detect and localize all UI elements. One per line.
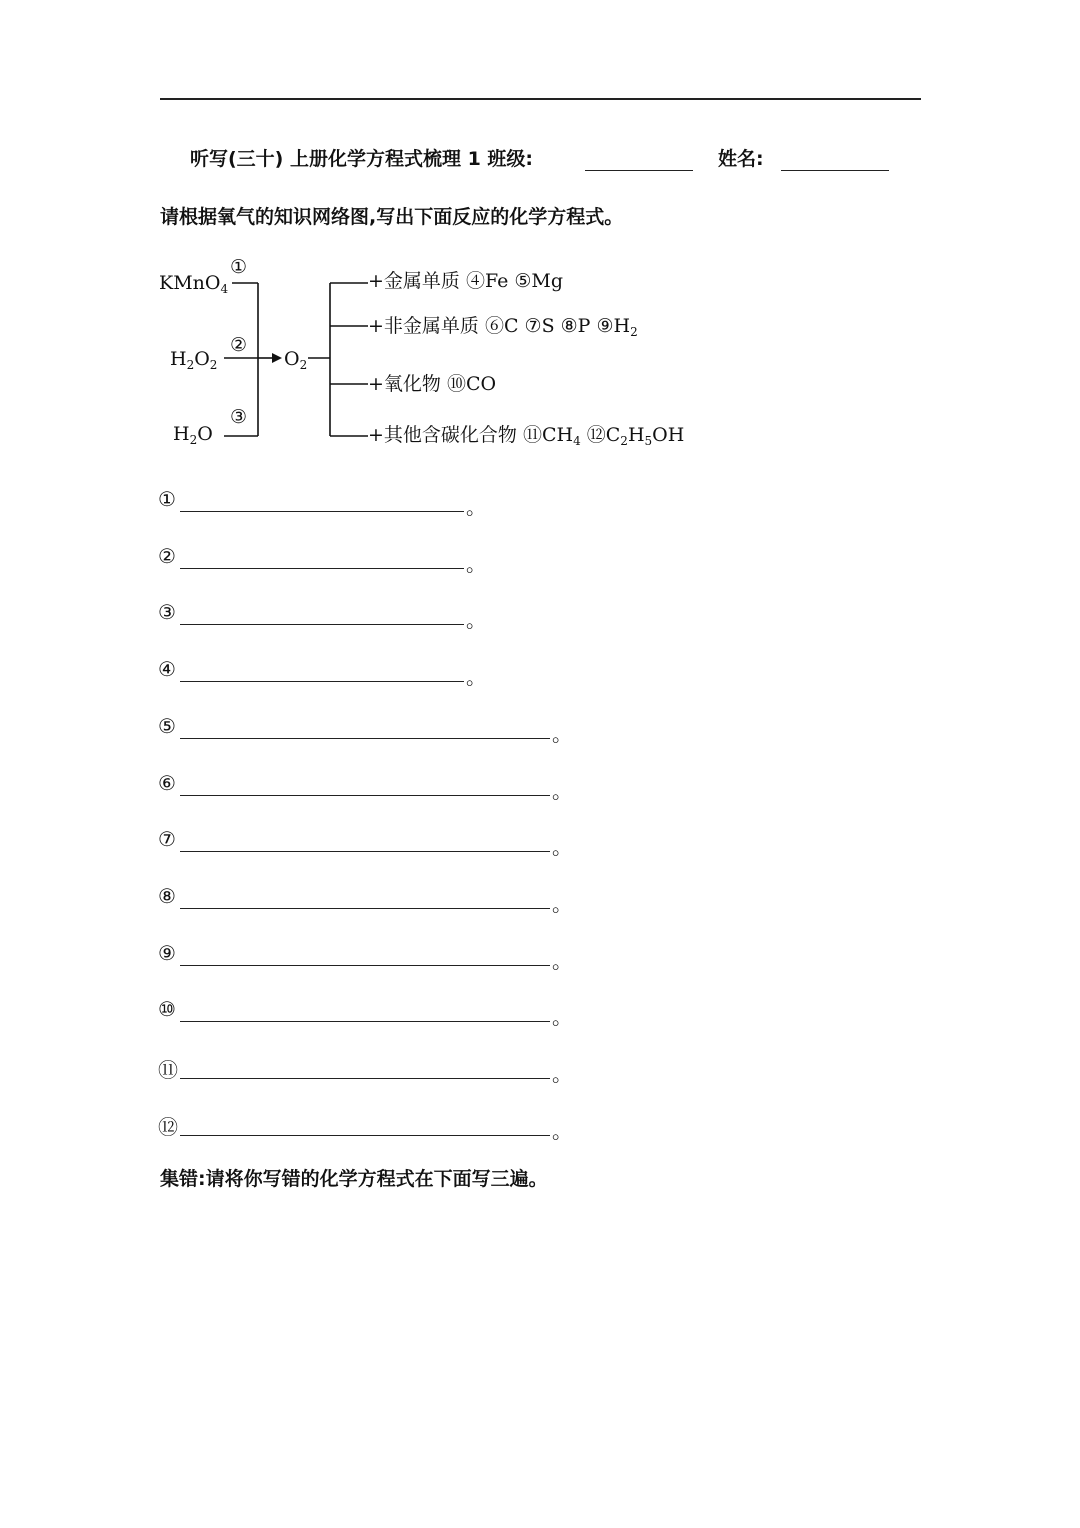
answer-number: ⑩ — [158, 997, 176, 1022]
answer-period: 。 — [552, 1062, 572, 1086]
answer-period: 。 — [552, 835, 572, 860]
reaction-num-2: ② — [230, 334, 248, 356]
answer-blank[interactable] — [180, 908, 550, 909]
worksheet-title — [190, 144, 533, 171]
answer-blank[interactable] — [180, 965, 550, 966]
answer-period: 。 — [552, 948, 572, 973]
branch-metal: +金属单质 ④Fe ⑤Mg — [368, 270, 564, 292]
answer-number: ⑤ — [158, 713, 176, 738]
name-label-wrap — [718, 144, 764, 171]
answer-blank[interactable] — [180, 624, 464, 625]
answer-period: 。 — [552, 778, 572, 803]
answer-number: ③ — [158, 600, 176, 625]
answer-blank[interactable] — [180, 1135, 550, 1136]
answer-blank[interactable] — [180, 511, 464, 512]
class-blank[interactable] — [585, 170, 693, 171]
answer-number: ⑧ — [158, 883, 176, 908]
arrow-head — [272, 353, 282, 363]
answer-blank[interactable] — [180, 568, 464, 569]
answer-blank[interactable] — [180, 1078, 550, 1079]
answer-period: 。 — [552, 891, 572, 916]
top-rule — [160, 98, 921, 100]
title-text: 听写(三十) 上册化学方程式梳理 1 班级: — [190, 148, 534, 170]
answer-number: ⑨ — [158, 940, 176, 965]
answer-period: 。 — [466, 551, 486, 576]
name-label: 姓名: — [718, 148, 764, 170]
answer-period: 。 — [466, 665, 486, 690]
answer-period: 。 — [552, 1005, 572, 1030]
answer-blank[interactable] — [180, 738, 550, 739]
answer-number: ⑪ — [158, 1058, 178, 1082]
answer-number: ⑦ — [158, 827, 176, 852]
reaction-num-3: ③ — [230, 406, 248, 428]
answer-blank[interactable] — [180, 681, 464, 682]
branch-oxide: +氧化物 ⑩CO — [368, 373, 497, 395]
answer-period: 。 — [552, 1118, 572, 1143]
answer-number: ⑫ — [158, 1114, 178, 1139]
answer-blank[interactable] — [180, 1021, 550, 1022]
branch-nonmetal: +非金属单质 ⑥C ⑦S ⑧P $⑨H_2$ — [368, 315, 638, 339]
answer-blank[interactable] — [180, 795, 550, 796]
answer-number: ① — [158, 487, 176, 511]
center-o2: $O_2$ — [284, 348, 308, 372]
source-kmno4: KMnO$_4$ — [159, 272, 229, 296]
source-h2o2: $H_2O_2$ — [170, 348, 218, 372]
error-collection-note: 集错:请将你写错的化学方程式在下面写三遍。 — [160, 1168, 548, 1190]
answer-number: ② — [158, 543, 176, 568]
answer-period: 。 — [552, 721, 572, 746]
reaction-num-1: ① — [230, 256, 248, 278]
answer-period: 。 — [466, 495, 486, 519]
branch-carbon-compound: +其他含碳化合物 $⑪CH_4$ $⑫C_2H_5OH$ — [368, 424, 685, 448]
answer-number: ⑥ — [158, 770, 176, 795]
answer-blank[interactable] — [180, 851, 550, 852]
source-h2o: $H_2O$ — [173, 423, 213, 447]
answer-period: 。 — [466, 608, 486, 633]
instruction-text: 请根据氧气的知识网络图,写出下面反应的化学方程式。 — [160, 206, 624, 228]
answer-number: ④ — [158, 657, 176, 682]
oxygen-knowledge-network — [150, 250, 770, 470]
name-blank[interactable] — [781, 170, 889, 171]
